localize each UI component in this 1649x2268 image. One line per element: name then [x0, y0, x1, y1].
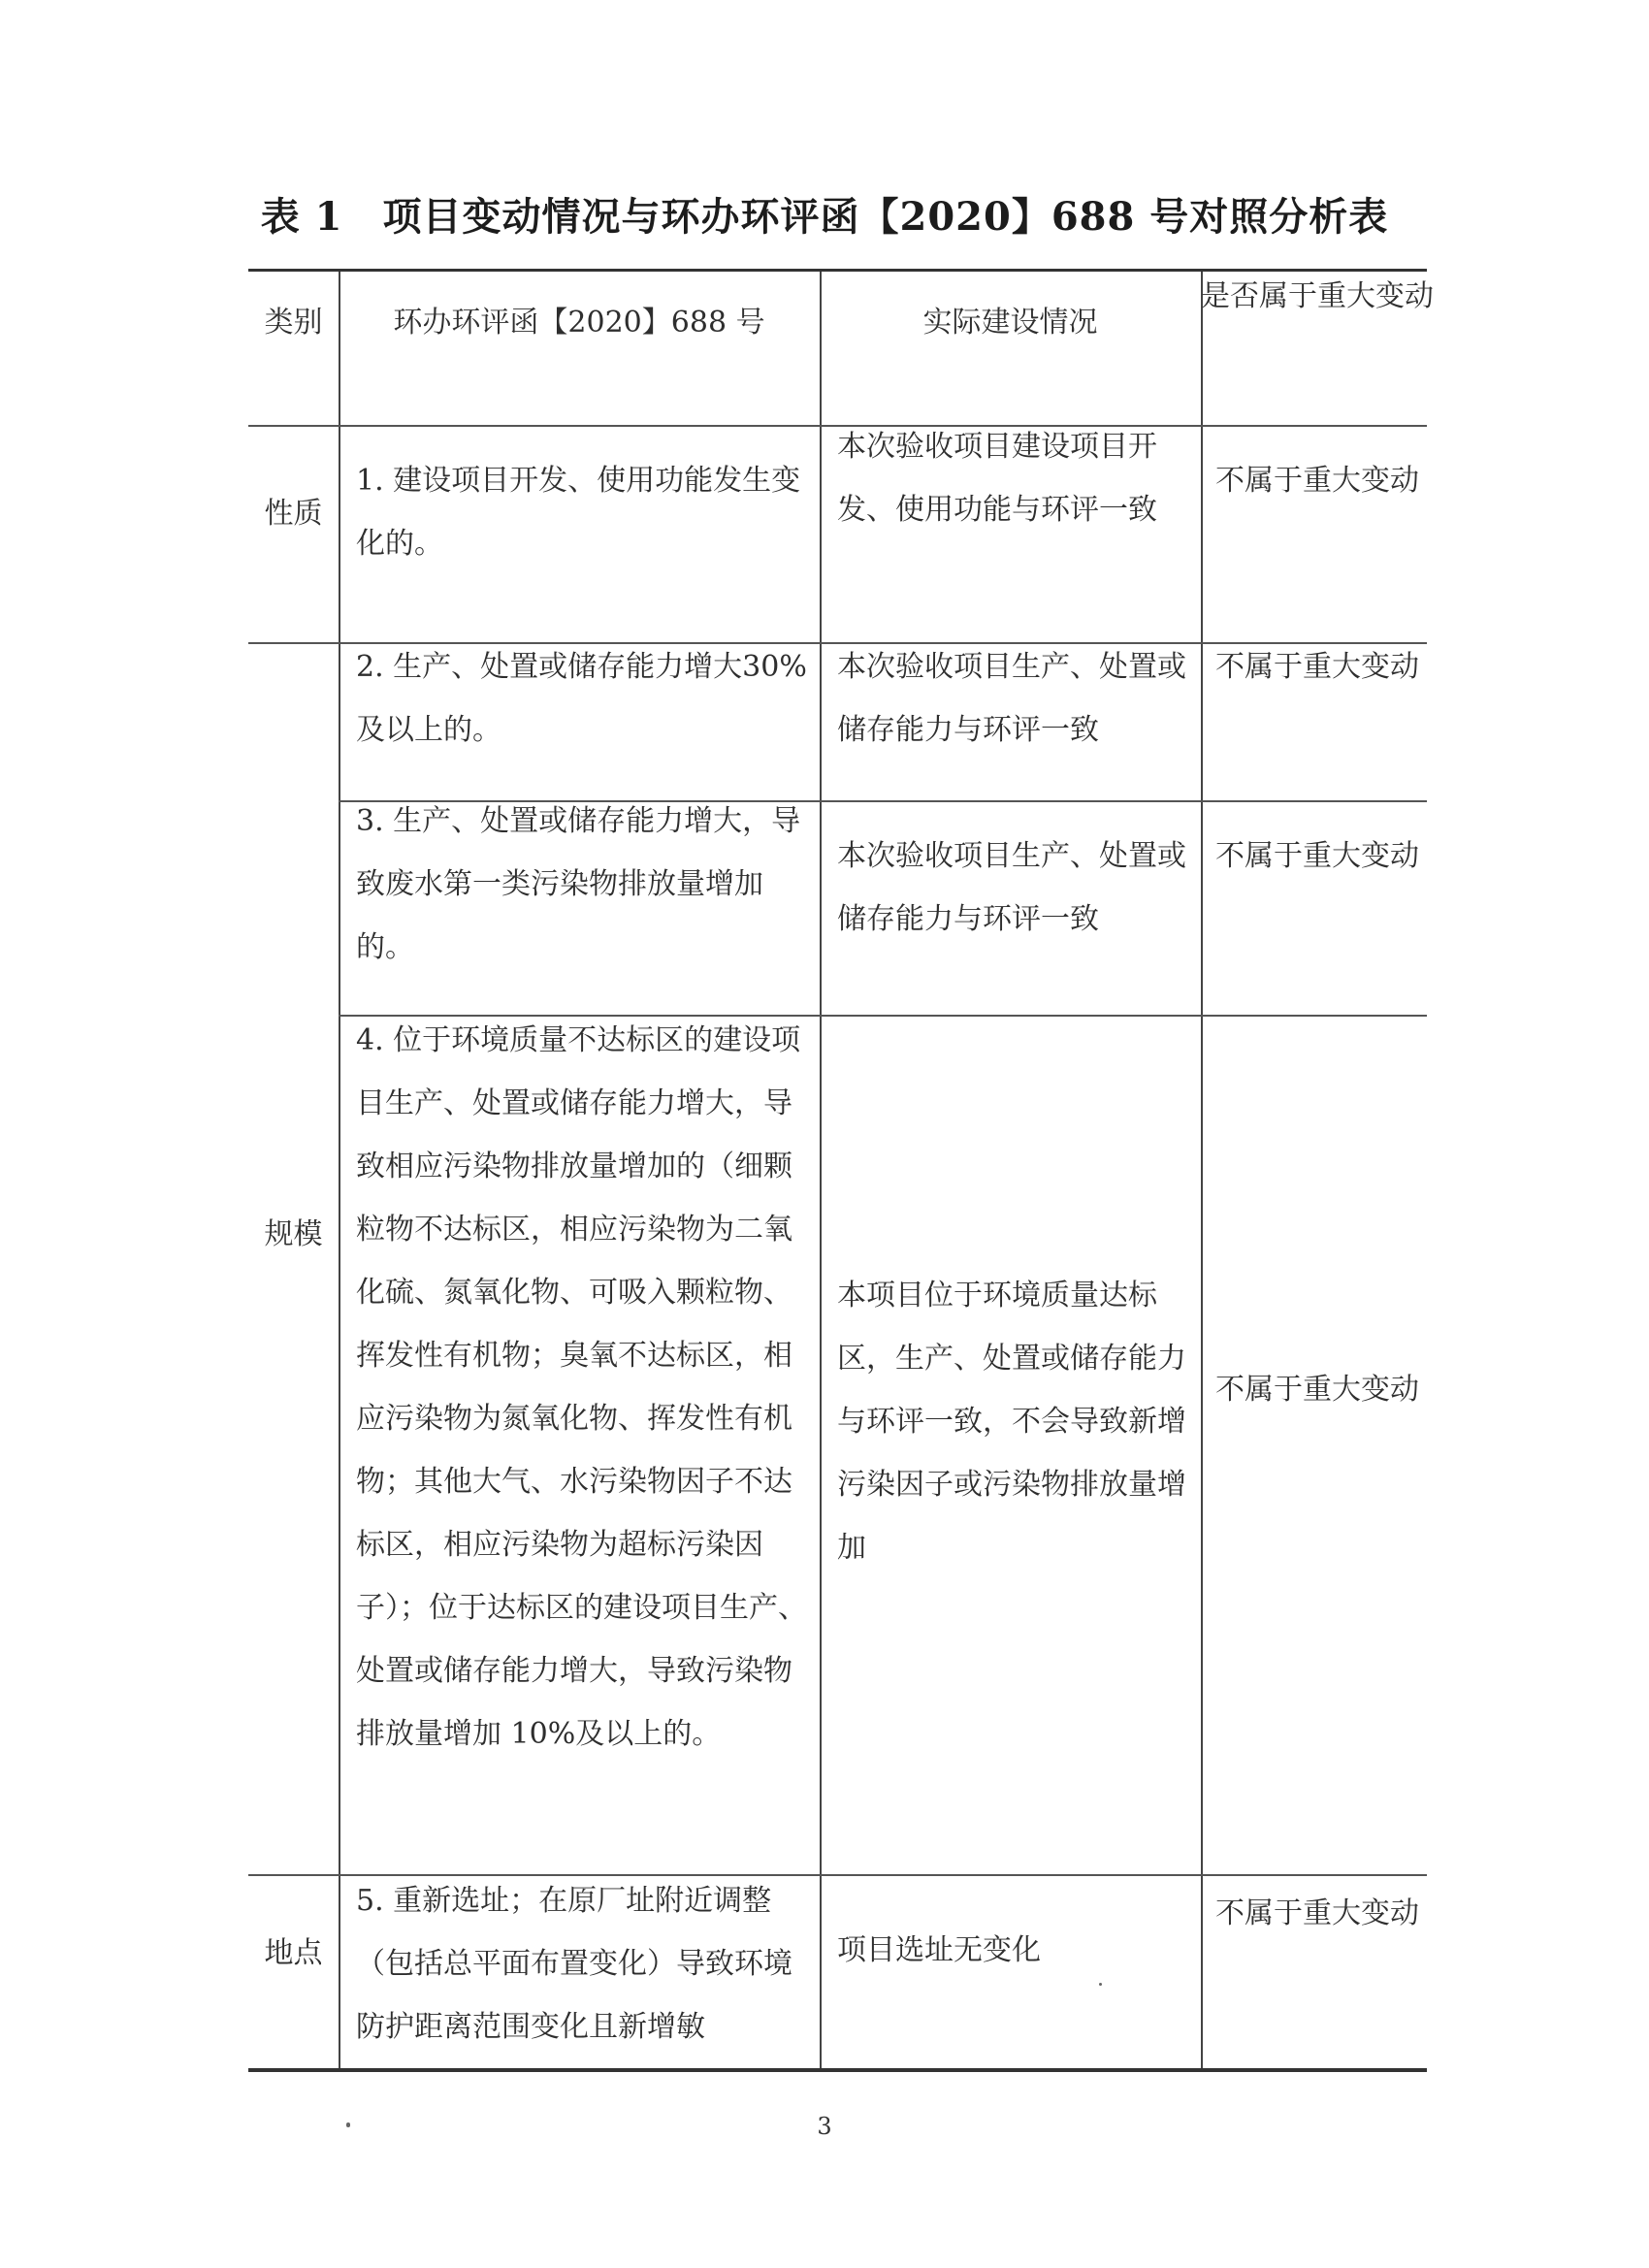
row5-major-change: 不属于重大变动	[1215, 1896, 1419, 1930]
row3-actual: 本次验收项目生产、处置或储存能力与环评一致	[837, 839, 1186, 936]
header-major-change: 是否属于重大变动	[1201, 279, 1434, 313]
row2-major-change: 不属于重大变动	[1215, 650, 1419, 684]
table-title: 表 1 项目变动情况与环办环评函【2020】688 号对照分析表	[260, 194, 1389, 240]
scan-speck	[1099, 1983, 1102, 1986]
row4-requirement: 4. 位于环境质量不达标区的建设项目生产、处置或储存能力增大，导致相应污染物排放量增加的（细颗粒物不达标区，相应污染物为二氧化硫、氮氧化物、可吸入颗粒物、挥发性有机物；臭氧不达标区，相应污染物为氮氧化物、挥发性有机物；其他大气、水污染物因子不达标区，相应污染物为超标污染因子）；位于达标区的建设项目生产、处置或储存能力增大，导致污染物排放量增加 10%及以上的。	[356, 1023, 807, 1751]
row5-requirement: 5. 重新选址；在原厂址附近调整（包括总平面布置变化）导致环境防护距离范围变化且新增敏	[356, 1884, 792, 2044]
column-divider-3	[1201, 272, 1203, 2068]
category-scale: 规模	[264, 1217, 323, 1251]
column-divider-2	[820, 272, 822, 2068]
row4-actual: 本项目位于环境质量达标区，生产、处置或储存能力与环评一致，不会导致新增污染因子或污染物排放量增加	[837, 1279, 1186, 1565]
row5-actual: 项目选址无变化	[837, 1933, 1041, 1967]
page-number: 3	[817, 2113, 832, 2140]
header-actual: 实际建设情况	[922, 306, 1098, 340]
row1-requirement: 1. 建设项目开发、使用功能发生变化的。	[356, 464, 801, 561]
table-bottom-rule	[248, 2068, 1427, 2072]
header-requirement: 环办环评函【2020】688 号	[393, 306, 765, 340]
row2-actual: 本次验收项目生产、处置或储存能力与环评一致	[837, 650, 1186, 747]
column-divider-1	[339, 272, 340, 2068]
category-nature: 性质	[264, 497, 323, 531]
row2-requirement: 2. 生产、处置或储存能力增大30%及以上的。	[356, 650, 807, 747]
row1-major-change: 不属于重大变动	[1215, 464, 1419, 498]
row3-requirement: 3. 生产、处置或储存能力增大，导致废水第一类污染物排放量增加的。	[356, 804, 801, 964]
scan-speck	[346, 2122, 350, 2127]
row3-major-change: 不属于重大变动	[1215, 839, 1419, 873]
header-category: 类别	[264, 306, 323, 340]
row4-major-change: 不属于重大变动	[1215, 1373, 1419, 1407]
row1-actual: 本次验收项目建设项目开发、使用功能与环评一致	[837, 430, 1157, 527]
category-location: 地点	[264, 1936, 323, 1970]
